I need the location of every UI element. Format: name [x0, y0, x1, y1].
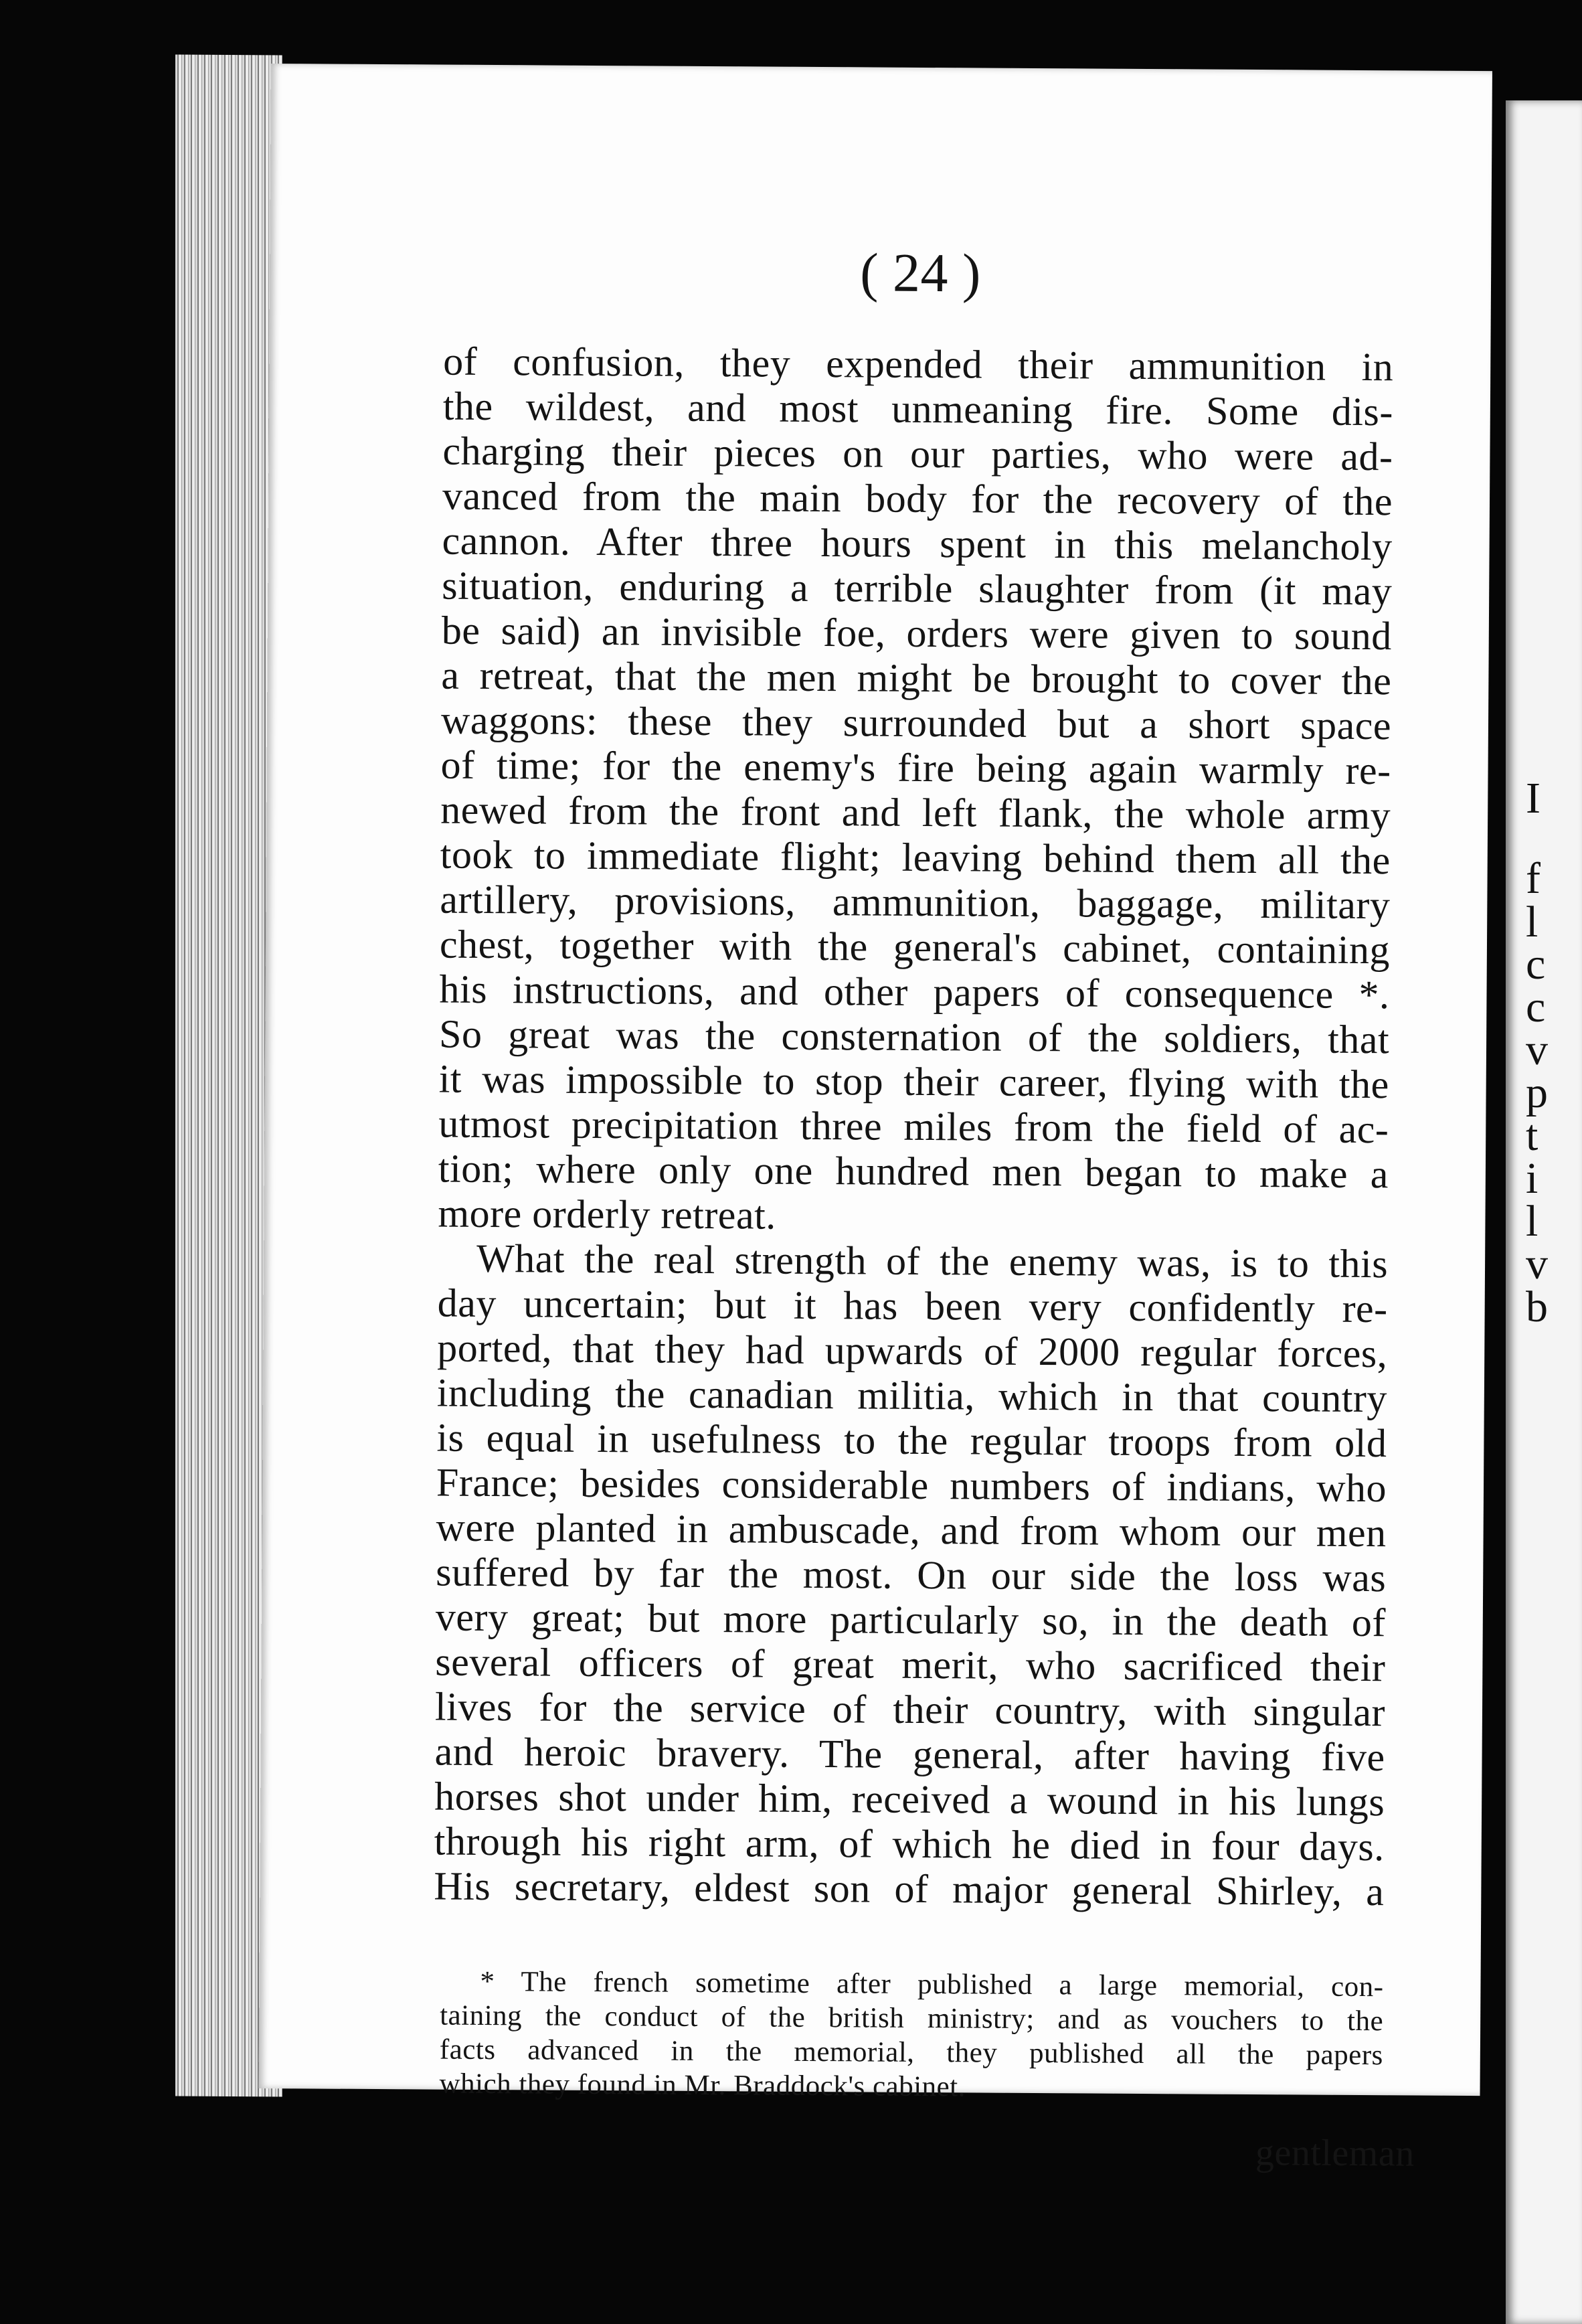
text-line: were planted in ambuscade, and from whom our men — [436, 1505, 1387, 1556]
text-line: chest, together with the general's cabinet, containing — [439, 922, 1391, 973]
text-line: suffered by far the most. On our side the loss was — [436, 1550, 1387, 1600]
text-line: France; besides considerable numbers of indians, who — [436, 1460, 1387, 1511]
text-line: took to immediate flight; leaving behind them all the — [440, 832, 1391, 883]
footnote-line: taining the conduct of the british ministry; and as vouchers to the — [440, 1999, 1384, 2038]
text-line: situation, enduring a terrible slaughter from (it may — [442, 563, 1393, 614]
text-line: What the real strength of the enemy was, is to this — [476, 1236, 1389, 1286]
text-line: day uncertain; but it has been very confidently re- — [437, 1280, 1388, 1331]
facing-page-glyph: f — [1526, 854, 1541, 903]
facing-page-glyph: v — [1526, 1240, 1548, 1289]
text-line: of time; for the enemy's fire being again warmly re- — [440, 742, 1391, 793]
text-line: So great was the consternation of the soldiers, that — [438, 1011, 1390, 1062]
facing-page-glyph: c — [1526, 983, 1546, 1031]
text-line: is equal in usefulness to the regular troops from old — [436, 1415, 1387, 1466]
facing-page-glyph: v — [1526, 1025, 1548, 1074]
text-line: be said) an invisible foe, orders were given to sound — [441, 608, 1393, 659]
text-line: it was impossible to stop their career, flying with the — [438, 1056, 1389, 1107]
text-line: lives for the service of their country, with singular — [434, 1684, 1386, 1735]
text-line: utmost precipitation three miles from the field of ac- — [438, 1101, 1389, 1152]
text-line: His secretary, eldest son of major general Shirley, a — [434, 1863, 1385, 1914]
catchword: gentleman — [1255, 2132, 1415, 2175]
facing-page-glyph: l — [1526, 1197, 1539, 1246]
facing-page-glyph: I — [1526, 774, 1541, 823]
facing-page-glyph: c — [1526, 940, 1546, 989]
text-line: artillery, provisions, ammunition, baggage, military — [440, 877, 1391, 928]
text-line: newed from the front and left flank, the whole army — [440, 787, 1391, 838]
footnote-line: * The french sometime after published a large memorial, con- — [480, 1965, 1384, 2003]
body-text — [434, 339, 1393, 1915]
text-line: tion; where only one hundred men began to make a — [438, 1146, 1389, 1197]
text-line: and heroic bravery. The general, after having five — [434, 1729, 1385, 1780]
facing-page-glyph: t — [1526, 1111, 1539, 1160]
text-line: through his right arm, of which he died in four days. — [434, 1819, 1385, 1870]
page-number: ( 24 ) — [860, 242, 982, 304]
text-line: his instructions, and other papers of consequence *. — [439, 967, 1390, 1017]
text-line: a retreat, that the men might be brought to cover the — [441, 653, 1392, 703]
text-line: the wildest, and most unmeaning fire. Some dis- — [442, 384, 1394, 434]
facing-page-glyph: p — [1526, 1068, 1548, 1117]
text-line: waggons: these they surrounded but a short space — [440, 697, 1392, 748]
text-line: vanced from the main body for the recovery of the — [442, 473, 1393, 524]
text-line: of confusion, they expended their ammunition in — [443, 339, 1394, 390]
text-line: horses shot under him, received a wound in his lungs — [434, 1774, 1385, 1825]
text-line: very great; but more particularly so, in the death of — [435, 1594, 1387, 1645]
text-line: several officers of great merit, who sacrificed their — [435, 1639, 1386, 1690]
footnote-line: which they found in Mr. Braddock's cabinet. — [439, 2068, 966, 2103]
text-line: including the canadian militia, which in that country — [436, 1370, 1388, 1421]
text-line: charging their pieces on our parties, who were ad- — [442, 428, 1393, 479]
text-line: cannon. After three hours spent in this melancholy — [442, 518, 1393, 569]
text-line: ported, that they had upwards of 2000 regular forces, — [437, 1325, 1388, 1376]
footnote-line: facts advanced in the memorial, they published all the papers — [439, 2033, 1383, 2072]
facing-page-glyph: b — [1526, 1282, 1548, 1331]
facing-page-glyph: i — [1526, 1154, 1539, 1203]
book-page — [259, 64, 1492, 2175]
text-line: more orderly retreat. — [438, 1191, 776, 1238]
footnote — [439, 1965, 1383, 2107]
facing-page-glyph: l — [1526, 898, 1539, 946]
facing-page-edge — [1506, 100, 1582, 2324]
